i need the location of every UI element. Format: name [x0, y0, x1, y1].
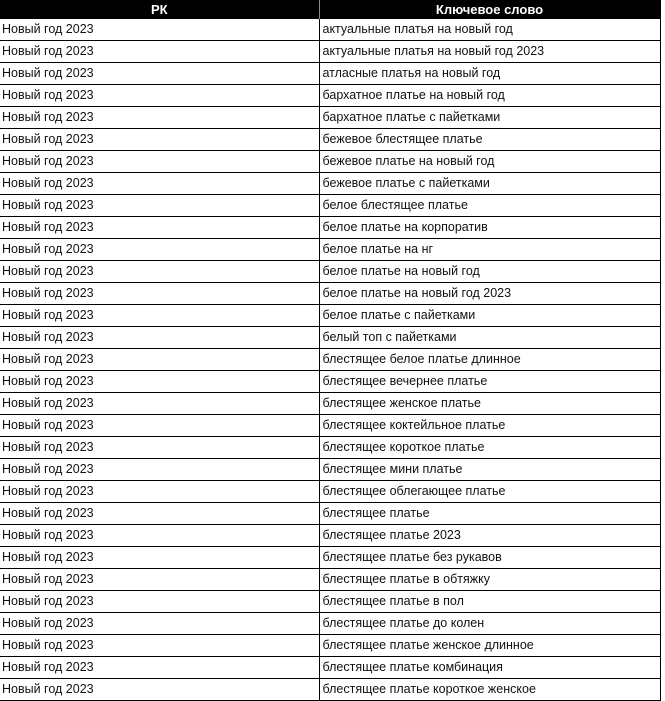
cell-keyword[interactable]: белое платье на новый год 2023	[319, 283, 660, 305]
table-row	[0, 525, 660, 547]
cell-keyword[interactable]: белый топ с пайетками	[319, 327, 660, 349]
table-row	[0, 437, 660, 459]
cell-rk[interactable]: Новый год 2023	[0, 261, 319, 283]
cell-keyword[interactable]: блестящее белое платье длинное	[319, 349, 660, 371]
cell-keyword[interactable]: белое блестящее платье	[319, 195, 660, 217]
cell-keyword[interactable]: бежевое блестящее платье	[319, 129, 660, 151]
cell-rk[interactable]: Новый год 2023	[0, 129, 319, 151]
table-row	[0, 371, 660, 393]
cell-rk[interactable]: Новый год 2023	[0, 657, 319, 679]
cell-rk[interactable]: Новый год 2023	[0, 437, 319, 459]
table-row	[0, 283, 660, 305]
cell-rk[interactable]: Новый год 2023	[0, 503, 319, 525]
table-row	[0, 107, 660, 129]
table-row	[0, 547, 660, 569]
table-row	[0, 393, 660, 415]
table-row	[0, 349, 660, 371]
cell-rk[interactable]: Новый год 2023	[0, 305, 319, 327]
table-row	[0, 85, 660, 107]
cell-rk[interactable]: Новый год 2023	[0, 613, 319, 635]
cell-keyword[interactable]: белое платье на нг	[319, 239, 660, 261]
cell-keyword[interactable]: белое платье на корпоратив	[319, 217, 660, 239]
table-row	[0, 239, 660, 261]
header-row	[0, 0, 660, 19]
table-row	[0, 613, 660, 635]
table-row	[0, 63, 660, 85]
cell-rk[interactable]: Новый год 2023	[0, 239, 319, 261]
cell-rk[interactable]: Новый год 2023	[0, 173, 319, 195]
table-body	[0, 19, 660, 701]
table-row	[0, 195, 660, 217]
cell-keyword[interactable]: блестящее вечернее платье	[319, 371, 660, 393]
cell-keyword[interactable]: блестящее короткое платье	[319, 437, 660, 459]
cell-rk[interactable]: Новый год 2023	[0, 393, 319, 415]
cell-keyword[interactable]: блестящее платье короткое женское	[319, 679, 660, 701]
cell-rk[interactable]: Новый год 2023	[0, 85, 319, 107]
cell-keyword[interactable]: атласные платья на новый год	[319, 63, 660, 85]
table-row	[0, 151, 660, 173]
table-row	[0, 129, 660, 151]
cell-keyword[interactable]: блестящее коктейльное платье	[319, 415, 660, 437]
cell-rk[interactable]: Новый год 2023	[0, 635, 319, 657]
cell-keyword[interactable]: блестящее мини платье	[319, 459, 660, 481]
cell-rk[interactable]: Новый год 2023	[0, 151, 319, 173]
table-row	[0, 41, 660, 63]
cell-rk[interactable]: Новый год 2023	[0, 415, 319, 437]
table-row	[0, 679, 660, 701]
cell-keyword[interactable]: блестящее женское платье	[319, 393, 660, 415]
cell-keyword[interactable]: блестящее платье комбинация	[319, 657, 660, 679]
cell-keyword[interactable]: белое платье с пайетками	[319, 305, 660, 327]
cell-keyword[interactable]: актуальные платья на новый год	[319, 19, 660, 41]
table-row	[0, 481, 660, 503]
cell-rk[interactable]: Новый год 2023	[0, 63, 319, 85]
cell-keyword[interactable]: блестящее платье женское длинное	[319, 635, 660, 657]
cell-rk[interactable]: Новый год 2023	[0, 195, 319, 217]
cell-keyword[interactable]: блестящее платье 2023	[319, 525, 660, 547]
table-row	[0, 327, 660, 349]
cell-keyword[interactable]: бежевое платье на новый год	[319, 151, 660, 173]
cell-rk[interactable]: Новый год 2023	[0, 41, 319, 63]
cell-rk[interactable]: Новый год 2023	[0, 591, 319, 613]
cell-rk[interactable]: Новый год 2023	[0, 525, 319, 547]
cell-rk[interactable]: Новый год 2023	[0, 371, 319, 393]
cell-keyword[interactable]: блестящее платье в пол	[319, 591, 660, 613]
table-row	[0, 415, 660, 437]
cell-rk[interactable]: Новый год 2023	[0, 679, 319, 701]
cell-rk[interactable]: Новый год 2023	[0, 107, 319, 129]
cell-rk[interactable]: Новый год 2023	[0, 481, 319, 503]
table-row	[0, 305, 660, 327]
cell-keyword[interactable]: бархатное платье на новый год	[319, 85, 660, 107]
table-row	[0, 657, 660, 679]
cell-keyword[interactable]: актуальные платья на новый год 2023	[319, 41, 660, 63]
cell-rk[interactable]: Новый год 2023	[0, 349, 319, 371]
table-row	[0, 635, 660, 657]
cell-rk[interactable]: Новый год 2023	[0, 19, 319, 41]
cell-rk[interactable]: Новый год 2023	[0, 283, 319, 305]
cell-keyword[interactable]: белое платье на новый год	[319, 261, 660, 283]
table-row	[0, 569, 660, 591]
cell-rk[interactable]: Новый год 2023	[0, 327, 319, 349]
cell-rk[interactable]: Новый год 2023	[0, 217, 319, 239]
cell-rk[interactable]: Новый год 2023	[0, 459, 319, 481]
table-row	[0, 173, 660, 195]
table-row	[0, 261, 660, 283]
cell-keyword[interactable]: бежевое платье с пайетками	[319, 173, 660, 195]
cell-keyword[interactable]: блестящее платье	[319, 503, 660, 525]
column-header-keyword[interactable]: Ключевое слово	[319, 0, 660, 19]
cell-keyword[interactable]: блестящее платье без рукавов	[319, 547, 660, 569]
cell-keyword[interactable]: блестящее платье до колен	[319, 613, 660, 635]
table-row	[0, 503, 660, 525]
cell-rk[interactable]: Новый год 2023	[0, 569, 319, 591]
cell-keyword[interactable]: блестящее облегающее платье	[319, 481, 660, 503]
table-row	[0, 459, 660, 481]
column-header-rk[interactable]: РК	[0, 0, 319, 19]
cell-keyword[interactable]: бархатное платье с пайетками	[319, 107, 660, 129]
cell-rk[interactable]: Новый год 2023	[0, 547, 319, 569]
table-row	[0, 591, 660, 613]
cell-keyword[interactable]: блестящее платье в обтяжку	[319, 569, 660, 591]
table-row	[0, 217, 660, 239]
table-row	[0, 19, 660, 41]
